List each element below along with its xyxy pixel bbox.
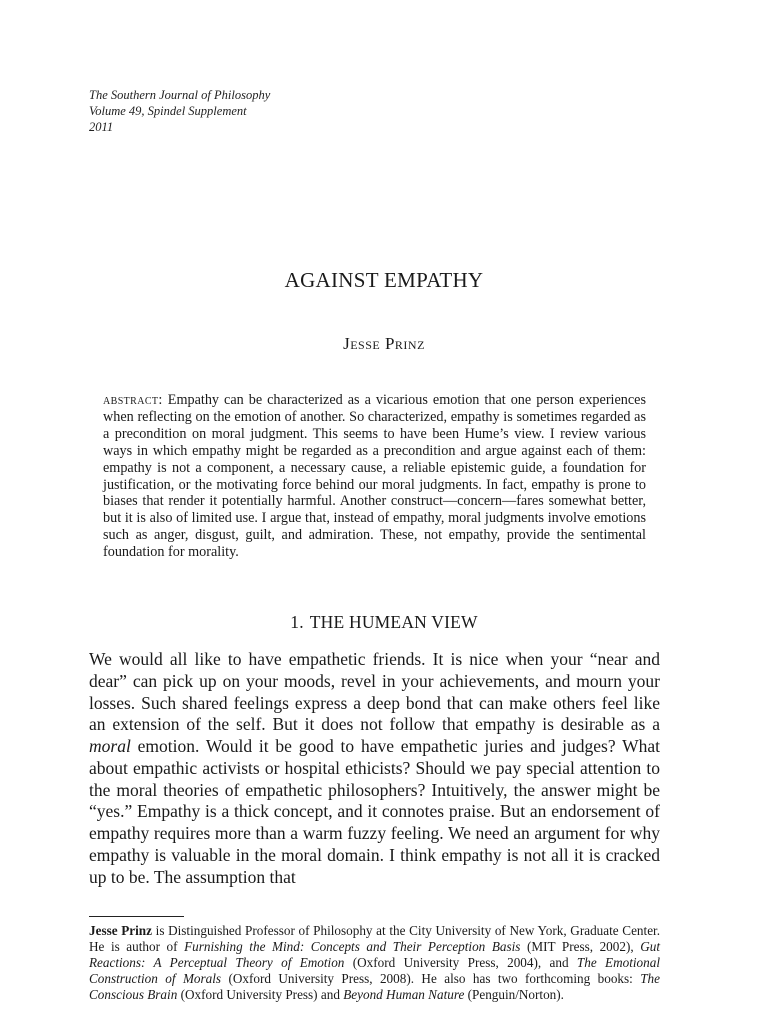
section-number: 1. [290, 612, 304, 632]
footnote-author-name: Jesse Prinz [89, 923, 152, 938]
footnote-book-5: Beyond Human Nature [343, 987, 465, 1002]
footnote-book-1: Furnishing the Mind: Concepts and Their Perception Basis [184, 939, 521, 954]
journal-name: The Southern Journal of Philosophy [89, 88, 271, 102]
author-footnote [89, 923, 660, 1003]
body-paragraph [89, 649, 660, 888]
body-text-part1: We would all like to have empathetic friends. It is nice when your “near and dear” can pick up on your moods, revel in your achievements, and mourn your losses. Such shared feelings express a deep bond that can make others feel like an extension of the self. But it does not follow that empathy is desirable as a [89, 649, 660, 735]
footnote-text-3: (Oxford University Press, 2004), and [344, 955, 577, 970]
footnote-book-2: Gut Reactions: A Perceptual Theory of Emotion [89, 939, 660, 970]
footnote-text-2: (MIT Press, 2002), [520, 939, 641, 954]
section-heading [0, 612, 768, 633]
journal-year: 2011 [89, 120, 114, 134]
footnote-text-5: (Oxford University Press) and [177, 987, 344, 1002]
body-text-part2: emotion. Would it be good to have empathetic juries and judges? What about empathic activists or hospital ethicists? Should we pay special attention to the moral theories of empathetic philosophers? Intuitively, the answer might be “yes.” Empathy is a thick concept, and it connotes praise. But an endorsement of empathy requires more than a warm fuzzy feeling. We need an argument for why empathy is valuable in the moral domain. I think empathy is not all it is cracked up to be. The assumption that [89, 736, 660, 887]
body-emphasis: moral [89, 736, 131, 756]
footnote-book-3: The Emotional Construction of Morals [89, 955, 660, 986]
journal-header [89, 87, 270, 135]
abstract [103, 392, 646, 561]
abstract-text: Empathy can be characterized as a vicarious emotion that one person experiences when reflecting on the emotion of another. So characterized, empathy is sometimes regarded as a precondition on moral judgment. This seems to have been Hume’s view. I review various ways in which empathy might be regarded as a precondition and argue against each of them: empathy is not a component, a necessary cause, a reliable epistemic guide, a foundation for justification, or the motivating force behind our moral judgments. In fact, empathy is prone to biases that render it potentially harmful. Another construct—concern—fares somewhat better, but it is also of limited use. I argue that, instead of empathy, moral judgments involve emotions such as anger, disgust, guilt, and admiration. These, not empathy, provide the sentimental foundation for morality. [103, 392, 646, 561]
article-title: AGAINST EMPATHY [284, 268, 484, 292]
journal-volume: Volume 49, Spindel Supplement [89, 104, 247, 118]
footnote-text-1: is Distinguished Professor of Philosophy at the City University of New York, Graduate Center. He is author of [89, 923, 661, 954]
footnote-rule [89, 916, 184, 917]
footnote-book-4: The Conscious Brain [89, 971, 660, 1002]
abstract-label: abstract: [103, 392, 163, 408]
footnote-text-6: (Penguin/Norton). [464, 987, 564, 1002]
section-title: THE HUMEAN VIEW [309, 612, 478, 632]
article-author: Jesse Prinz [343, 334, 425, 353]
footnote-text-4: (Oxford University Press, 2008). He also has two forthcoming books: [221, 971, 641, 986]
